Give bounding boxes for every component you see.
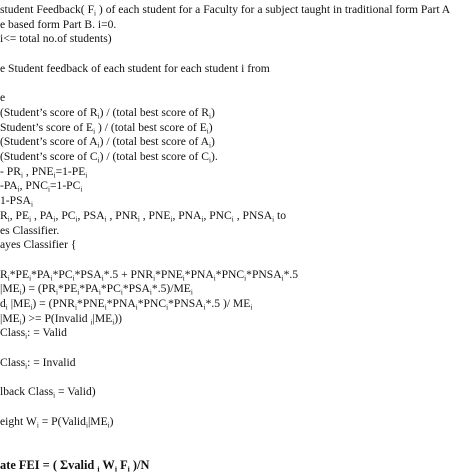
algorithm-line: Class$_i$: = Valid — [0, 326, 67, 341]
algorithm-line: Class$_i$: = Invalid — [0, 355, 76, 371]
algorithm-line: e Student feedback of each student for each student i from — [0, 61, 270, 75]
algorithm-line: $-PA_i$, $PNC_i=1-PC_i$ — [0, 179, 83, 194]
algorithm-line: i<= total no.of students) — [0, 32, 112, 46]
algorithm-line: $|ME_i) = (PR_i*PE_i*PA_i*PC_i*PSA_i*.5)/ME_i$ — [0, 282, 193, 297]
algorithm-line: eight $W_i$ = $P(Valid_i|ME_i)$ — [0, 414, 114, 430]
algorithm-line: e based form Part B. i=0. — [0, 17, 117, 31]
algorithm-line: e — [0, 91, 6, 105]
algorithm-line: $d_i$ $|ME_i$) = ($PNR_i*PNE_i*PNA_i*PNC_i*PNSA_i*.5$ )/ $ME_i$ — [0, 297, 253, 312]
algorithm-line: $R_i$, $PE_i$ , $PA_i$, $PC_i$, $PSA_i$ , $PNR_i$ , $PNE_i$, $PNA_i$, $PNC_i$ , $PNSA_i$ to — [0, 208, 287, 224]
algorithm-line: $|ME_i$) >= P(Invalid $_i|ME_i$)) — [0, 311, 122, 327]
algorithm-line: lback Class$_i$ = Valid) — [0, 385, 96, 400]
algorithm-line: (Student’s score of $A_i$) / (total best score of $A_i$) — [0, 135, 215, 150]
algorithm-line: (Student’s score of $C_i$) / (total best score of $C_i$). — [0, 150, 218, 165]
algorithm-line: - $PR_i$ , $PNE_i=1-PE_i$ — [0, 164, 88, 180]
algorithm-line: es Classifier. — [0, 223, 60, 237]
algorithm-line: student Feedback( $F_i$ ) of each student for a Faculty for a subject taught in traditional form Part A — [0, 3, 451, 18]
algorithm-line: ate FEI = ( Σvalid $_i$ $W_i$ $F_i$ )/N — [0, 457, 150, 474]
algorithm-line: $1-PSA_i$ — [0, 194, 33, 209]
algorithm-line: (Student’s score of $R_i$) / (total best score of $R_i$) — [0, 105, 215, 121]
algorithm-line: $R_i*PE_i*PA_i*PC_i*PSA_i*.5$ + $PNR_i*PNE_i*PNA_i*PNC_i*PNSA_i*.5$ — [0, 267, 299, 283]
algorithm-line: ayes Classifier { — [0, 238, 77, 252]
algorithm-line: Student’s score of $E_i$ ) / (total best score of $E_i$) — [0, 120, 213, 136]
